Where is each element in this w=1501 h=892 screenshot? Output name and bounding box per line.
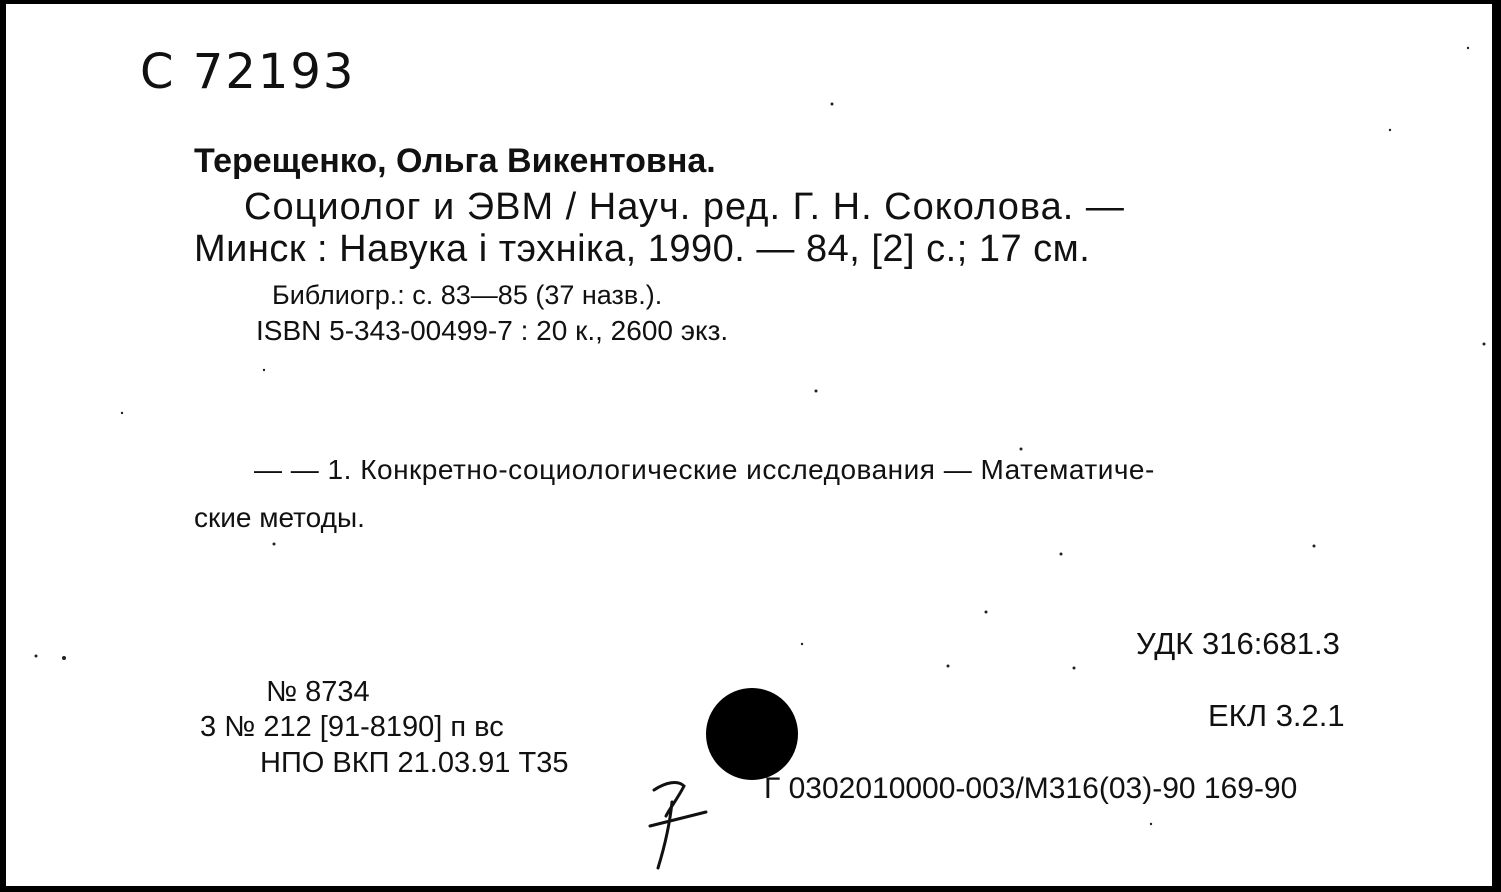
udk-classification: УДК 316:681.3 [1136, 626, 1340, 661]
punch-hole [706, 688, 798, 780]
author-heading: Терещенко, Ольга Викентовна. [194, 142, 716, 180]
print-order: 3 № 212 [91-8190] п вс [200, 711, 504, 743]
title-statement: Социолог и ЭВМ / Науч. ред. Г. Н. Соколова. — [244, 186, 1125, 228]
bibliography-note: Библиогр.: с. 83—85 (37 назв.). [272, 280, 663, 310]
ekl-classification: ЕКЛ 3.2.1 [1208, 698, 1345, 733]
catalog-code: Г 0302010000-003/М316(03)-90 169-90 [764, 772, 1298, 805]
imprint-statement: Минск : Навука і тэхніка, 1990. — 84, [2] с.; 17 см. [194, 228, 1091, 270]
handwritten-mark [644, 772, 714, 872]
subject-heading-continuation: ские методы. [194, 502, 365, 533]
subject-heading: — — 1. Конкретно-социологические исследования — Математиче- [254, 454, 1155, 485]
npo-line: НПО ВКП 21.03.91 Т35 [260, 747, 569, 779]
shelf-mark: С 72193 [140, 44, 356, 100]
isbn-line: ISBN 5-343-00499-7 : 20 к., 2600 экз. [256, 315, 729, 346]
order-number: № 8734 [266, 676, 370, 708]
catalog-card [6, 4, 1492, 886]
